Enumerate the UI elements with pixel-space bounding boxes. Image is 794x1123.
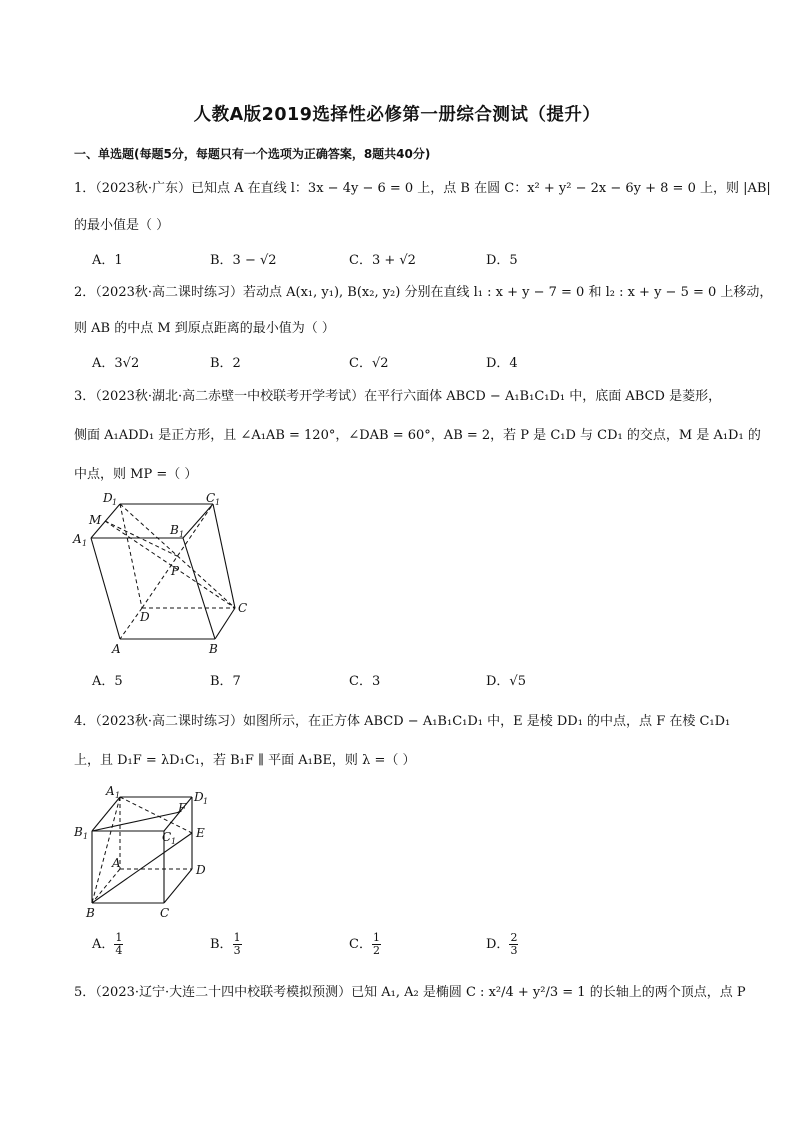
edge-a1a — [91, 538, 120, 639]
seg-be — [92, 833, 192, 903]
label-f: F — [178, 801, 187, 815]
q3-stem-line3: 中点，则 MP =（ ） — [74, 467, 198, 482]
label-c1: C — [162, 830, 172, 844]
q4-stem-line1: 4．（2023秋·高二课时练习）如图所示，在正方体 ABCD − A₁B₁C₁D₁ 中，E 是棱 DD₁ 的中点，点 F 在棱 C₁D₁ — [74, 714, 731, 729]
q3-option-d[interactable]: D．√5 — [486, 674, 526, 689]
q1-stem-line1: 1．（2023秋·广东）已知点 A 在直线 l：3x − 4y − 6 = 0 上，点 B 在圆 C：x² + y² − 2x − 6y + 8 = 0 上，则 |AB| — [74, 181, 771, 196]
q5-stem-line1: 5．（2023·辽宁·大连二十四中校联考模拟预测）已知 A₁, A₂ 是椭圆 C : x²/4 + y²/3 = 1 的长轴上的两个顶点，点 P — [74, 985, 746, 1000]
label-d1: D — [103, 491, 113, 505]
label-b1: B — [170, 523, 179, 537]
svg-text:1: 1 — [112, 498, 118, 507]
label-d: D — [140, 610, 150, 624]
q4-option-c[interactable]: C． $\frac{1}{2}$ — [349, 931, 380, 957]
q1-stem-line2: 的最小值是（ ） — [74, 218, 170, 233]
edge-cc1 — [213, 504, 235, 608]
q4-option-d[interactable]: D． $\frac{2}{3}$ — [486, 931, 518, 957]
svg-text:1: 1 — [215, 498, 221, 507]
q2-option-d[interactable]: D．4 — [486, 356, 518, 371]
svg-text:1: 1 — [82, 539, 88, 548]
seg-a1b-hidden — [92, 797, 120, 903]
q3-option-a[interactable]: A．5 — [92, 674, 123, 689]
label-e: E — [196, 826, 205, 840]
q1-option-b[interactable]: B．3 − √2 — [210, 253, 277, 268]
label-b: B — [209, 642, 218, 656]
label-m: M — [89, 513, 102, 527]
q1-option-a[interactable]: A．1 — [92, 253, 123, 268]
svg-text:1: 1 — [83, 832, 89, 841]
label-b: B — [86, 906, 95, 920]
label-c1: C — [206, 491, 216, 505]
edge-da-hidden — [120, 608, 142, 639]
q2-stem-line2: 则 AB 的中点 M 到原点距离的最小值为（ ） — [74, 321, 335, 336]
q3-option-c[interactable]: C．3 — [349, 674, 381, 689]
q2-stem-line1: 2．（2023秋·高二课时练习）若动点 A(x₁, y₁), B(x₂, y₂) 分别在直线 l₁ : x + y − 7 = 0 和 l₂ : x + y − 5 = 0 上移动， — [74, 285, 773, 300]
q3-stem-line2: 侧面 A₁ADD₁ 是正方形，且 ∠A₁AB = 120°，∠DAB = 60°，AB = 2，若 P 是 C₁D 与 CD₁ 的交点，M 是 A₁D₁ 的 — [74, 428, 761, 443]
q4-cube-figure — [72, 783, 222, 923]
edge-d1d-hidden — [120, 504, 142, 608]
edge-b1b — [183, 538, 215, 639]
label-a1: A — [73, 532, 82, 546]
label-c: C — [238, 601, 248, 615]
label-a: A — [112, 856, 121, 870]
svg-text:1: 1 — [115, 791, 121, 800]
q4-stem-line2: 上，且 D₁F = λD₁C₁，若 B₁F ∥ 平面 A₁BE，则 λ =（ ） — [74, 753, 416, 768]
q3-option-b[interactable]: B．7 — [210, 674, 241, 689]
label-c: C — [160, 906, 170, 920]
q2-option-c[interactable]: C．√2 — [349, 356, 389, 371]
label-b1: B — [74, 825, 83, 839]
q4-option-a[interactable]: A． $\frac{1}{4}$ — [92, 931, 123, 957]
edge-b1c1 — [183, 504, 213, 538]
label-p: P — [171, 564, 180, 578]
label-a: A — [112, 642, 121, 656]
page-title: 人教A版2019选择性必修第一册综合测试（提升） — [193, 105, 601, 125]
svg-text:1: 1 — [203, 797, 209, 806]
diag-d1c-hidden — [120, 504, 235, 608]
q2-option-b[interactable]: B．2 — [210, 356, 241, 371]
q3-stem-line1: 3．（2023秋·湖北·高二赤壁一中校联考开学考试）在平行六面体 ABCD − A₁B₁C₁D₁ 中，底面 ABCD 是菱形， — [74, 389, 722, 404]
svg-text:1: 1 — [179, 530, 185, 539]
label-a1: A — [106, 784, 115, 798]
edge-bc — [215, 608, 235, 639]
q4-option-b[interactable]: B． $\frac{1}{3}$ — [210, 931, 241, 957]
label-d1: D — [194, 790, 204, 804]
svg-text:1: 1 — [171, 837, 177, 846]
q3-parallelepiped-figure — [70, 490, 260, 660]
label-d: D — [196, 863, 206, 877]
edge-cd — [164, 869, 192, 903]
q2-option-a[interactable]: A．3√2 — [92, 356, 140, 371]
q1-option-c[interactable]: C．3 + √2 — [349, 253, 416, 268]
q1-option-d[interactable]: D．5 — [486, 253, 518, 268]
section-heading: 一、单选题(每题5分，每题只有一个选项为正确答案，8题共40分) — [74, 147, 431, 161]
